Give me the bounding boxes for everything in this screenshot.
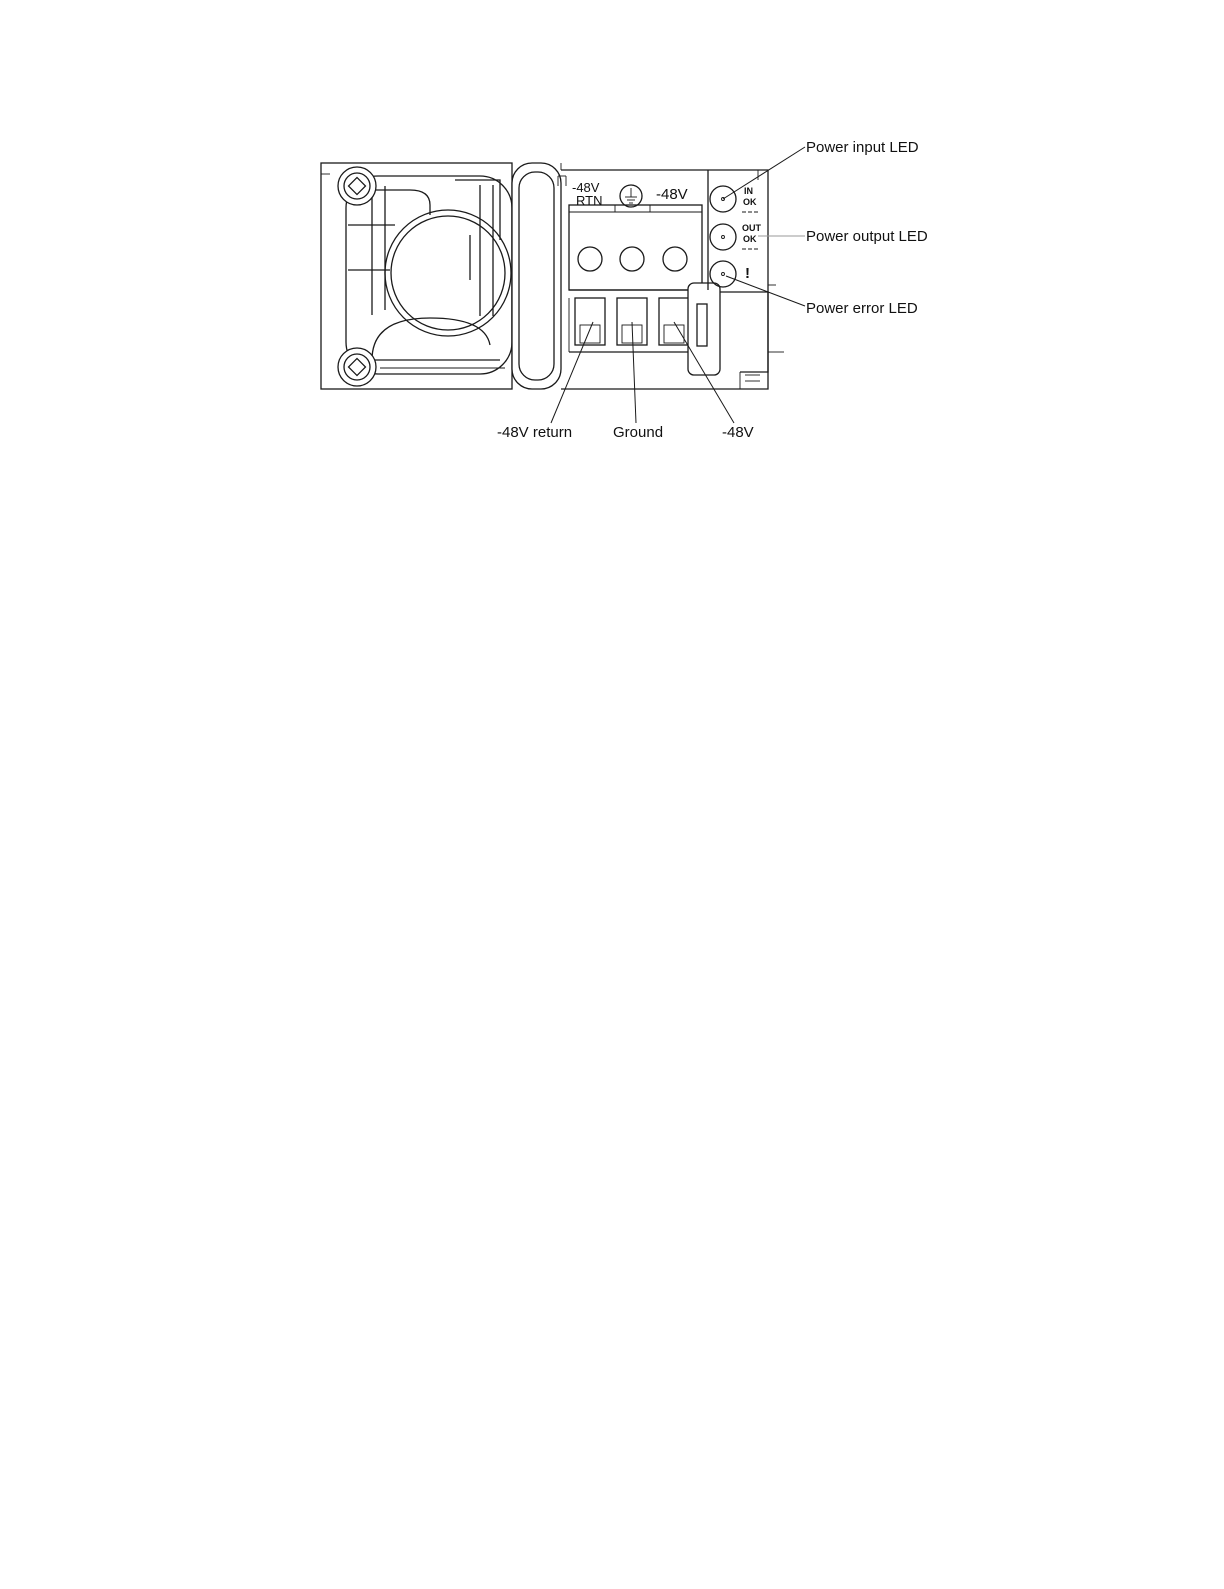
handle: [512, 163, 561, 389]
leader-power-input: [723, 147, 805, 199]
power-output-led-icon: [710, 224, 736, 250]
marking-rtn: RTN: [576, 193, 603, 208]
marking-out-ok: OK: [743, 234, 757, 244]
terminal-screw-3: [663, 247, 687, 271]
marking-in-ok: OK: [743, 197, 757, 207]
ground-icon: [620, 185, 642, 207]
marking-neg-voltage: -48V: [656, 186, 688, 203]
label-neg-48v: -48V: [722, 424, 754, 441]
label-power-input-led: Power input LED: [806, 139, 919, 156]
terminal-socket-2: [617, 298, 647, 345]
leader-power-error: [726, 276, 805, 306]
release-latch: [688, 283, 784, 389]
terminal-screw-2: [620, 247, 644, 271]
label-power-error-led: Power error LED: [806, 300, 918, 317]
screw-top-icon: [338, 167, 376, 205]
terminal-screw-1: [578, 247, 602, 271]
label-48v-return: -48V return: [497, 424, 573, 441]
power-error-led-icon: [710, 261, 736, 287]
label-power-output-led: Power output LED: [806, 228, 928, 245]
marking-error-symbol: !: [745, 265, 750, 282]
screw-bottom-icon: [338, 348, 376, 386]
marking-out: OUT: [742, 223, 761, 233]
marking-rtn-voltage: -48V: [572, 180, 600, 195]
marking-in: IN: [744, 186, 753, 196]
terminal-socket-1: [575, 298, 605, 345]
terminal-socket-3: [659, 298, 689, 345]
leader-ground: [632, 322, 636, 423]
label-ground: Ground: [613, 424, 664, 441]
